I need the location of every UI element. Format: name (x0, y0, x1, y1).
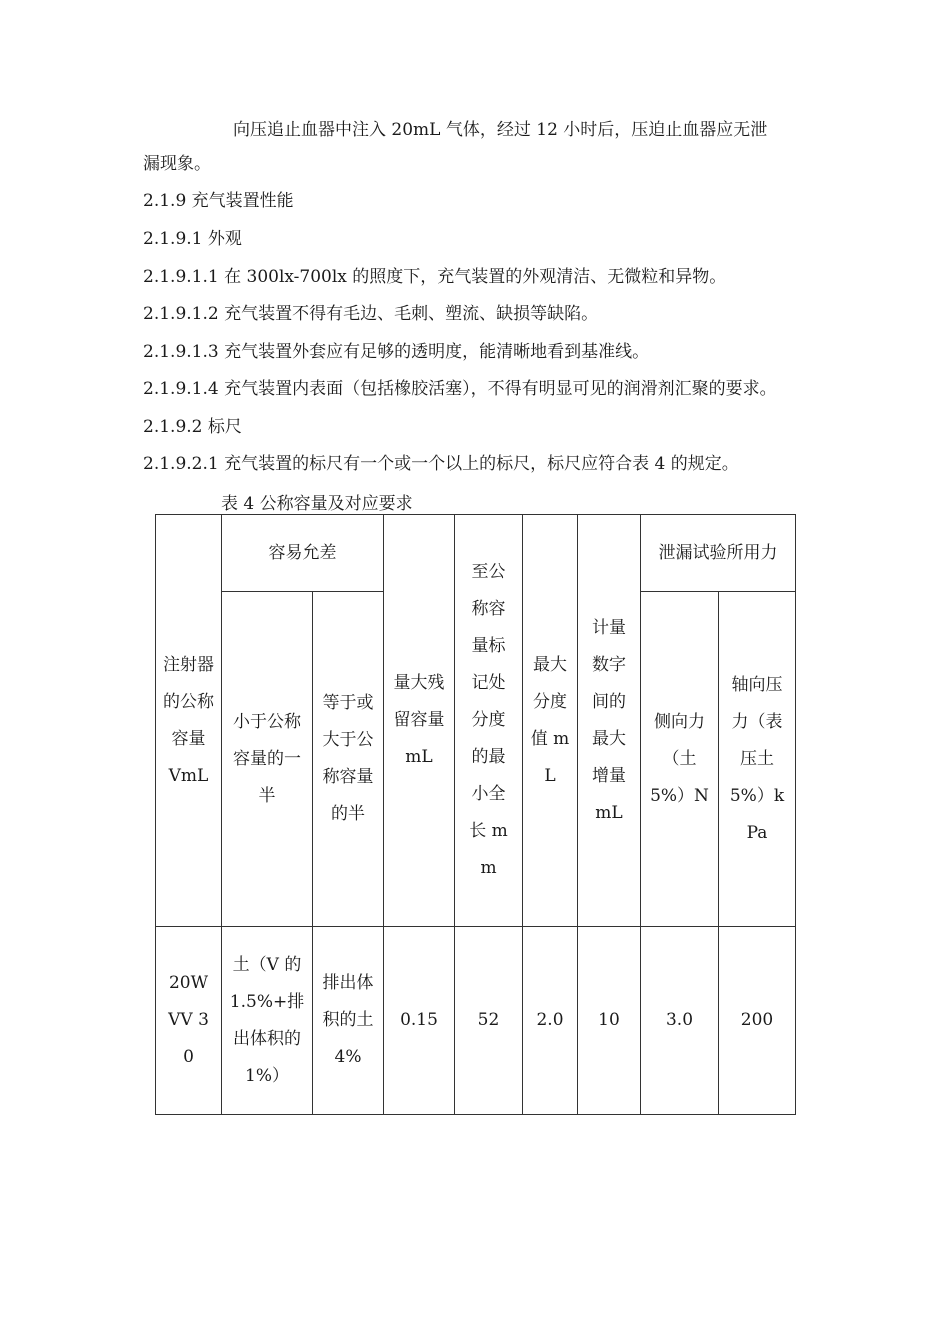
cell-max-increment: 10 (578, 927, 641, 1115)
cell-min-length: 52 (455, 927, 523, 1115)
header-nominal-capacity: 注射器的公称容量 VmL (156, 515, 222, 927)
header-tolerance-ge-half: 等于或大于公称容量的半 (313, 592, 384, 927)
heading-2-1-9-1: 2.1.9.1 外观 (143, 229, 242, 249)
clause-2-1-9-1-2: 2.1.9.1.2 充气装置不得有毛边、毛刺、塑流、缺损等缺陷。 (143, 304, 599, 324)
cell-tolerance-ge-half: 排出体积的土 4% (313, 927, 384, 1115)
clause-2-1-9-2-1: 2.1.9.2.1 充气装置的标尺有一个或一个以上的标尺，标尺应符合表 4 的规定。 (143, 454, 739, 474)
header-lateral-force: 侧向力（土 5%）N (641, 592, 719, 927)
table-caption: 表 4 公称容量及对应要求 (221, 494, 413, 514)
header-min-length: 至公称容量标记处分度的最小全长 mm (455, 515, 523, 927)
nominal-capacity-table (155, 514, 796, 1115)
paragraph-leak-test-cont: 漏现象。 (143, 154, 211, 174)
table-row (156, 927, 796, 1115)
header-max-division: 最大分度值 mL (523, 515, 578, 927)
cell-max-division: 2.0 (523, 927, 578, 1115)
cell-tolerance-less-than-half: 土（V 的 1.5%+排出体积的 1%） (222, 927, 313, 1115)
header-tolerance-group: 容易允差 (222, 515, 384, 592)
clause-2-1-9-1-4: 2.1.9.1.4 充气装置内表面（包括橡胶活塞），不得有明显可见的润滑剂汇聚的要求。 (143, 379, 777, 399)
cell-lateral-force: 3.0 (641, 927, 719, 1115)
heading-2-1-9-2: 2.1.9.2 标尺 (143, 417, 242, 437)
cell-residual-capacity: 0.15 (384, 927, 455, 1115)
header-axial-pressure: 轴向压力（表压土 5%）kPa (719, 592, 796, 927)
clause-2-1-9-1-3: 2.1.9.1.3 充气装置外套应有足够的透明度，能清晰地看到基准线。 (143, 342, 650, 362)
clause-2-1-9-1-1: 2.1.9.1.1 在 300lx-700lx 的照度下，充气装置的外观清洁、无微粒和异物。 (143, 267, 727, 287)
heading-2-1-9: 2.1.9 充气装置性能 (143, 191, 294, 211)
header-leak-test-force: 泄漏试验所用力 (641, 515, 796, 592)
cell-axial-pressure: 200 (719, 927, 796, 1115)
paragraph-leak-test: 向压追止血器中注入 20mL 气体，经过 12 小时后，压迫止血器应无泄 (233, 120, 768, 140)
header-max-increment: 计量数字间的最大增量 mL (578, 515, 641, 927)
cell-nominal-capacity: 20W VV 30 (156, 927, 222, 1115)
header-tolerance-less-than-half: 小于公称容量的一半 (222, 592, 313, 927)
header-residual-capacity: 量大残留容量 mL (384, 515, 455, 927)
